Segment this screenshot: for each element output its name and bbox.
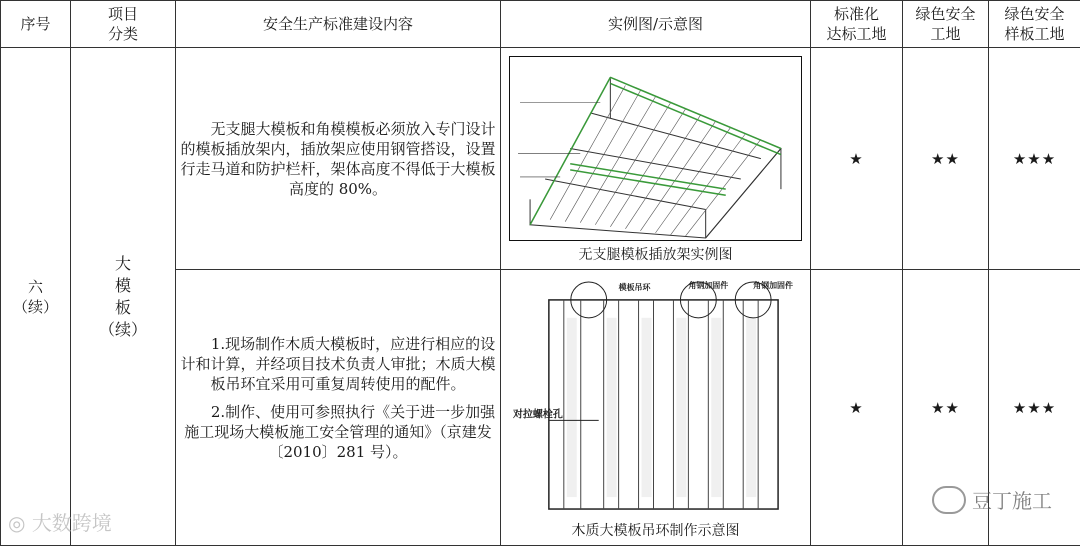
lifting-ring-drawing (509, 278, 802, 517)
item2-sample-stars: ★★★ (989, 270, 1080, 546)
item2-standard-stars: ★ (811, 270, 903, 546)
label-top-1: 模板吊环 (618, 282, 652, 292)
item1-green-stars: ★★ (903, 48, 989, 270)
wechat-icon (932, 486, 966, 514)
item2-text-1: 1.现场制作木质大模板时，应进行相应的设计和计算，并经项目技术负责人审批；木质大模板吊环宜采用可重复周转使用的配件。 (176, 334, 500, 394)
watermark-left: ◎ 大数跨境 (8, 507, 112, 536)
header-level-sample: 绿色安全 样板工地 (989, 1, 1080, 48)
watermark-right: 豆丁施工 (932, 485, 1052, 514)
label-top-2: 角钢加固件 (688, 280, 728, 290)
item2-green-stars: ★★ (903, 270, 989, 546)
row-seq: 六 （续） (1, 48, 71, 546)
header-content: 安全生产标准建设内容 (176, 1, 501, 48)
item2-figure-cell (501, 270, 811, 546)
header-category: 项目 分类 (71, 1, 176, 48)
item2-text-2: 2.制作、使用可参照执行《关于进一步加强施工现场大模板施工安全管理的通知》（京建发〔2010〕281 号）。 (176, 402, 500, 462)
rack-illustration (509, 56, 802, 241)
item1-figure-cell (501, 48, 811, 270)
item1-standard-stars: ★ (811, 48, 903, 270)
row-category: 大 模 板 （续） (71, 48, 176, 546)
header-seq: 序号 (1, 1, 71, 48)
header-level-green: 绿色安全 工地 (903, 1, 989, 48)
item2-caption: 木质大模板吊环制作示意图 (501, 521, 810, 541)
item1-text: 无支腿大模板和角模模板必须放入专门设计的模板插放架内，插放架应使用钢管搭设，设置行走马道和防护栏杆，架体高度不得低于大模板高度的 80%。 (176, 119, 500, 199)
rack-drawing (510, 57, 801, 240)
header-example: 实例图/示意图 (501, 1, 811, 48)
header-row (1, 1, 1080, 48)
weibo-icon: ◎ (8, 511, 25, 535)
item1-caption: 无支腿模板插放架实例图 (501, 245, 810, 265)
item1-content (176, 48, 501, 270)
label-tie-bolt-hole: 对拉螺栓孔 (512, 407, 563, 420)
label-top-3: 角钢加固件 (753, 280, 793, 290)
lifting-ring-diagram (509, 278, 802, 517)
item1-sample-stars: ★★★ (989, 48, 1080, 270)
item2-content (176, 270, 501, 546)
header-level-standard: 标准化 达标工地 (811, 1, 903, 48)
table-row (1, 48, 1080, 270)
